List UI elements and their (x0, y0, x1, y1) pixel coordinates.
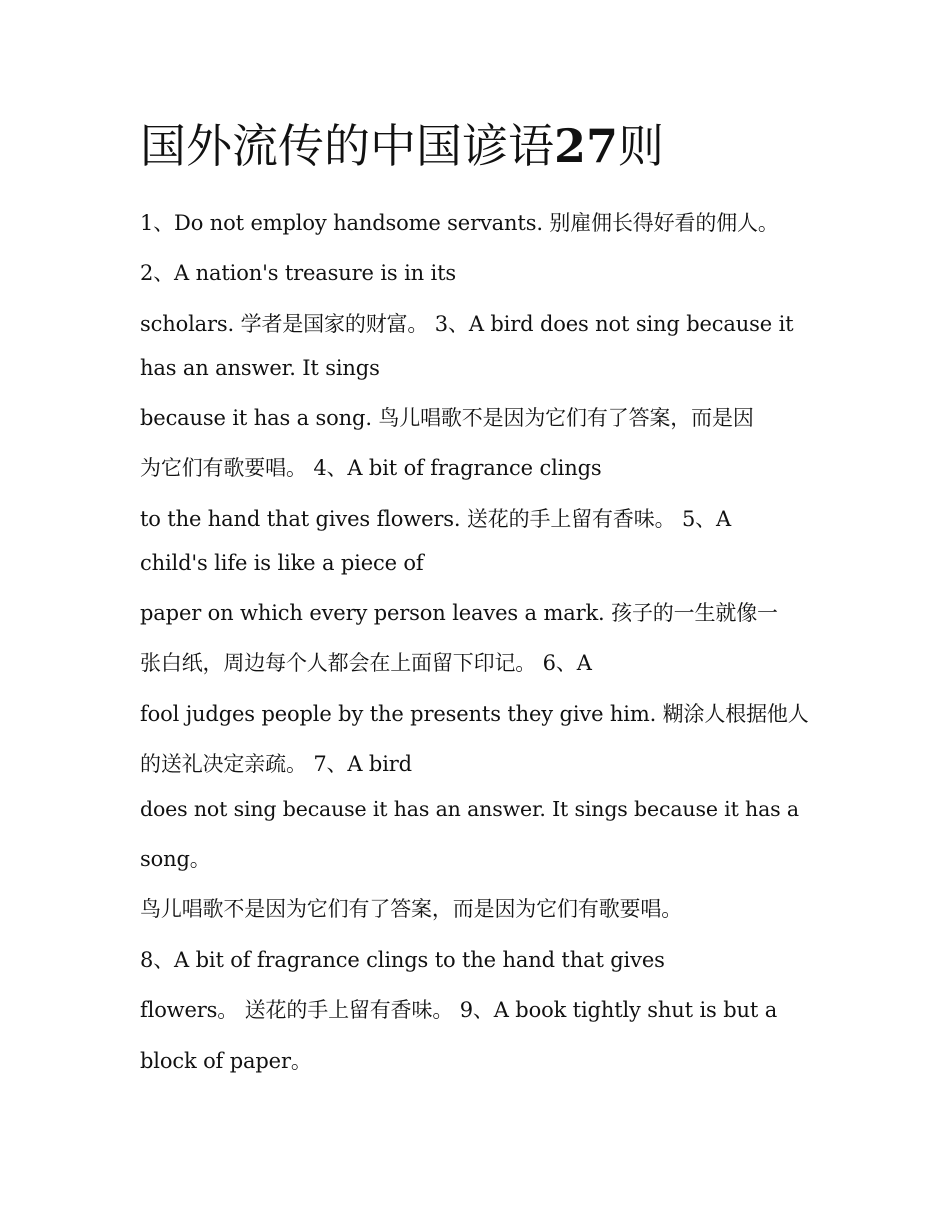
body-line: child's life is like a piece of (140, 551, 424, 575)
body-line: 的送礼决定亲疏。 7、A bird (140, 752, 412, 776)
title-main: 国外流传的中国谚语 (140, 119, 554, 173)
body-line: scholars. 学者是国家的财富。 3、A bird does not sing because it (140, 312, 794, 336)
body-line: has an answer. It sings (140, 356, 380, 380)
body-line: flowers。 送花的手上留有香味。 9、A book tightly shut is but a (140, 998, 778, 1022)
body-line: does not sing because it has an answer. It sings because it has a (140, 797, 799, 821)
title-suffix: 则 (618, 119, 665, 173)
body-line: because it has a song. 鸟儿唱歌不是因为它们有了答案，而是因 (140, 406, 754, 430)
body-line: 8、A bit of fragrance clings to the hand that gives (140, 948, 665, 972)
body-line: 2、A nation's treasure is in its (140, 261, 457, 285)
body-line: block of paper。 (140, 1049, 312, 1073)
body-line: 1、Do not employ handsome servants. 别雇佣长得好看的佣人。 (140, 211, 779, 235)
body-line: paper on which every person leaves a mark. 孩子的一生就像一 (140, 601, 778, 625)
body-line: fool judges people by the presents they give him. 糊涂人根据他人 (140, 702, 809, 726)
body-line: to the hand that gives flowers. 送花的手上留有香味。 5、A (140, 507, 732, 531)
body-line: 张白纸，周边每个人都会在上面留下印记。 6、A (140, 651, 592, 675)
body-line: 为它们有歌要唱。 4、A bit of fragrance clings (140, 456, 602, 480)
body-line: 鸟儿唱歌不是因为它们有了答案，而是因为它们有歌要唱。 (140, 897, 683, 921)
title-number: 27 (554, 119, 619, 173)
document-title (140, 116, 664, 176)
body-line: song。 (140, 847, 211, 871)
